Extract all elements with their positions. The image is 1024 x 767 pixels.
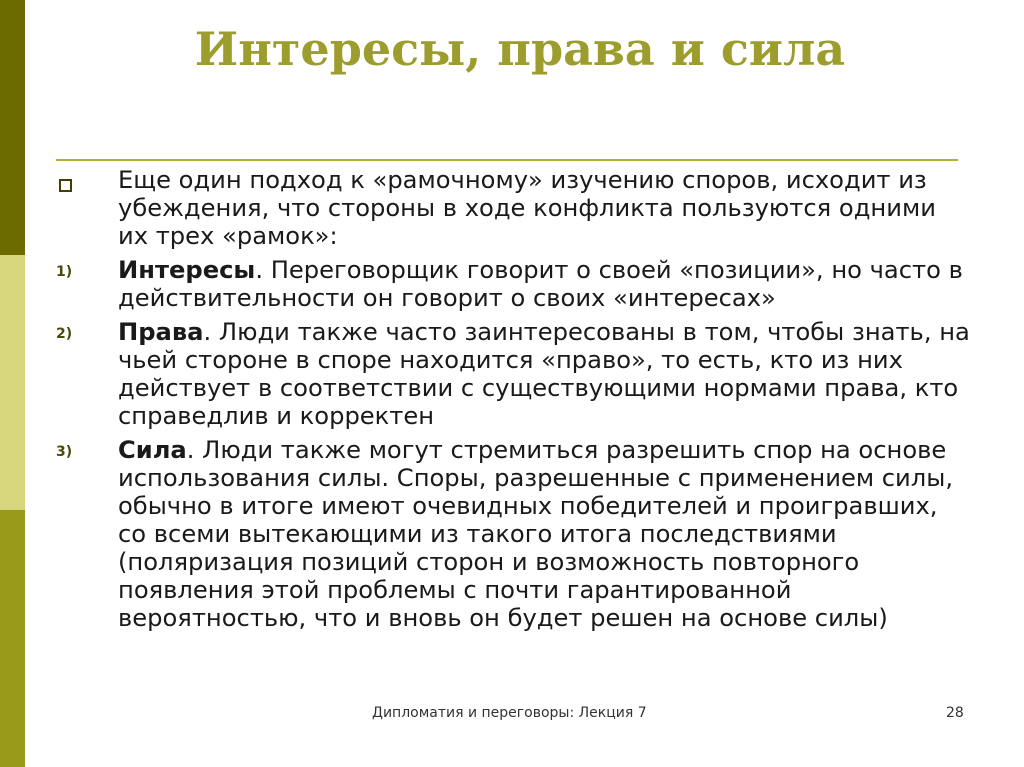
list-number: 1) xyxy=(56,264,73,280)
slide-footer: Дипломатия и переговоры: Лекция 7 xyxy=(372,705,647,721)
term-power: Сила xyxy=(118,436,187,464)
list-item-interests xyxy=(50,256,970,312)
list-item-power xyxy=(50,436,970,632)
slide-title: Интересы, права и сила xyxy=(194,22,846,76)
bullet-marker xyxy=(50,166,118,196)
list-number: 3) xyxy=(56,444,73,460)
title-divider xyxy=(56,159,958,161)
intro-text: Еще один подход к «рамочному» изучению споров, исходит из убеждения, что стороны в ходе конфликта пользуются одними их трех «рамок»: xyxy=(118,166,936,250)
list-item-text xyxy=(118,436,970,632)
sidebar-segment-light xyxy=(0,255,25,510)
page-number: 28 xyxy=(946,705,964,721)
list-item-rights xyxy=(50,318,970,430)
interests-text: . Переговорщик говорит о своей «позиции», но часто в действительности он говорит о своих «интересах» xyxy=(118,256,963,312)
list-item-text xyxy=(118,318,970,430)
term-rights: Права xyxy=(118,318,204,346)
sidebar-accent xyxy=(0,0,25,767)
square-bullet-icon xyxy=(59,179,72,192)
list-item-intro xyxy=(50,166,970,250)
term-interests: Интересы xyxy=(118,256,256,284)
power-text: . Люди также могут стремиться разрешить спор на основе использования силы. Споры, разрешенные с применением силы, обычно в итоге имеют очевидных победителей и проигравших, со всеми вытекающими из такого итога последствиями (поляризация позиций сторон и возможность повторного появления этой проблемы с почти гарантированной вероятностью, что и вновь он будет решен на основе силы) xyxy=(118,436,954,632)
sidebar-segment-dark xyxy=(0,0,25,255)
list-item-text xyxy=(118,256,970,312)
sidebar-segment-mid xyxy=(0,510,25,767)
slide-body xyxy=(50,166,970,638)
list-item-text xyxy=(118,166,970,250)
list-number: 2) xyxy=(56,326,73,342)
rights-text: . Люди также часто заинтересованы в том, чтобы знать, на чьей стороне в споре находится «право», то есть, кто из них действует в соответствии с существующими нормами права, кто справедлив и корректен xyxy=(118,318,970,430)
